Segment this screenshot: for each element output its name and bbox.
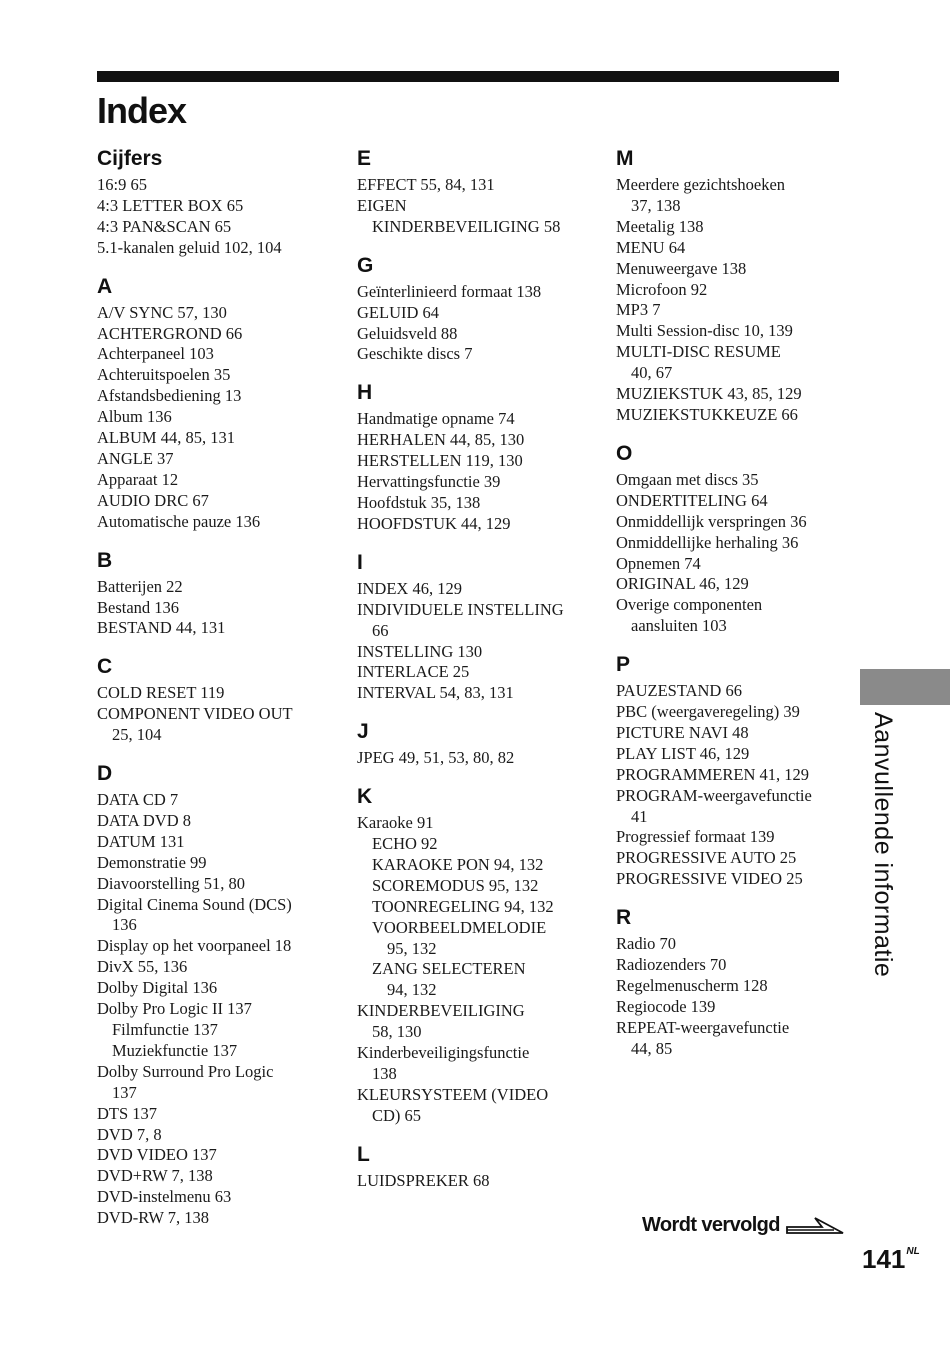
index-entry: INDIVIDUELE INSTELLING xyxy=(357,599,564,619)
section-heading: J xyxy=(357,720,369,744)
index-entry: Achteruitspoelen 35 xyxy=(97,365,231,385)
section-heading: D xyxy=(97,762,113,786)
index-entry: LUIDSPREKER 68 xyxy=(357,1170,490,1190)
index-entry: Automatische pauze 136 xyxy=(97,511,261,531)
index-entry: Diavoorstelling 51, 80 xyxy=(97,873,246,893)
index-entry: Radio 70 xyxy=(616,934,677,954)
continued-label: Wordt vervolgd xyxy=(642,1214,780,1236)
index-entry: Meetalig 138 xyxy=(616,216,704,236)
index-section xyxy=(357,783,597,1127)
index-entry: KLEURSYSTEEM (VIDEO xyxy=(357,1084,549,1104)
index-entry: INTERLACE 25 xyxy=(357,662,470,682)
index-entry: Digital Cinema Sound (DCS) xyxy=(97,894,292,914)
section-heading: K xyxy=(357,785,373,809)
index-entry: JPEG 49, 51, 53, 80, 82 xyxy=(357,748,515,768)
index-entry: DATA DVD 8 xyxy=(97,810,192,830)
index-entry: MP3 7 xyxy=(616,300,661,320)
index-entry: Microfoon 92 xyxy=(616,279,708,299)
index-subentry: KINDERBEVEILIGING 58 xyxy=(372,216,561,236)
section-heading: B xyxy=(97,548,113,572)
index-entry: ALBUM 44, 85, 131 xyxy=(97,428,235,448)
index-entry: Progressief formaat 139 xyxy=(616,827,775,847)
page-number xyxy=(862,1244,920,1275)
index-section xyxy=(357,145,597,238)
index-entry: 16:9 65 xyxy=(97,175,147,194)
index-entry: Afstandsbediening 13 xyxy=(97,386,242,406)
section-heading: E xyxy=(357,147,372,170)
index-entry: PROGRESSIVE VIDEO 25 xyxy=(616,869,803,889)
index-entry: MULTI-DISC RESUME xyxy=(616,342,781,362)
index-entry: Handmatige opname 74 xyxy=(357,409,515,429)
index-entry: Dolby Surround Pro Logic xyxy=(97,1061,274,1081)
index-entry: PICTURE NAVI 48 xyxy=(616,722,749,742)
index-subentry: 25, 104 xyxy=(112,725,162,745)
index-section xyxy=(97,653,337,746)
index-entry: Geluidsveld 88 xyxy=(357,323,458,343)
index-entry: DATUM 131 xyxy=(97,831,185,851)
index-entry: Bestand 136 xyxy=(97,597,180,617)
index-entry: MUZIEKSTUKKEUZE 66 xyxy=(616,404,798,424)
index-entry: INSTELLING 130 xyxy=(357,641,483,661)
index-entry: Achterpaneel 103 xyxy=(97,344,214,364)
index-entry: 4:3 LETTER BOX 65 xyxy=(97,195,244,215)
index-entry: Apparaat 12 xyxy=(97,469,179,489)
index-entry: Dolby Pro Logic II 137 xyxy=(97,999,252,1019)
index-entry: DVD+RW 7, 138 xyxy=(97,1166,213,1186)
index-entry: Omgaan met discs 35 xyxy=(616,469,759,489)
index-entry: HOOFDSTUK 44, 129 xyxy=(357,513,511,533)
index-subentry: 41 xyxy=(631,806,648,826)
index-entry: ORIGINAL 46, 129 xyxy=(616,574,749,594)
index-subentry: 136 xyxy=(112,915,137,935)
index-entry: 5.1-kanalen geluid 102, 104 xyxy=(97,237,282,257)
index-subentry: Filmfunctie 137 xyxy=(112,1020,218,1039)
side-tab xyxy=(860,669,950,705)
section-heading: P xyxy=(616,653,631,677)
index-entry: DTS 137 xyxy=(97,1103,158,1123)
index-section xyxy=(357,379,597,534)
index-entry: INTERVAL 54, 83, 131 xyxy=(357,683,514,703)
index-column-3 xyxy=(616,145,846,1074)
index-section xyxy=(616,651,846,890)
section-heading: A xyxy=(97,274,113,298)
index-entry: DATA CD 7 xyxy=(97,790,179,810)
index-section xyxy=(97,760,337,1229)
index-subentry: CD) 65 xyxy=(372,1105,422,1125)
page-number-value: 141 xyxy=(862,1244,906,1274)
side-tab-label: Aanvullende informatie xyxy=(869,712,897,978)
section-heading: C xyxy=(97,655,113,679)
index-entry: PROGRESSIVE AUTO 25 xyxy=(616,848,797,868)
index-entry: Demonstratie 99 xyxy=(97,852,207,872)
index-entry: DVD-RW 7, 138 xyxy=(97,1208,209,1228)
index-subentry: 40, 67 xyxy=(631,363,673,383)
index-subentry: 94, 132 xyxy=(387,980,437,1000)
index-entry: Hervattingsfunctie 39 xyxy=(357,472,501,492)
index-entry: MENU 64 xyxy=(616,237,686,257)
index-subentry: SCOREMODUS 95, 132 xyxy=(372,875,539,895)
index-entry: Onmiddellijk verspringen 36 xyxy=(616,511,807,531)
section-heading: I xyxy=(357,550,363,574)
continued-arrow-icon xyxy=(786,1215,844,1237)
index-entry: DVD 7, 8 xyxy=(97,1124,162,1144)
index-subentry: VOORBEELDMELODIE xyxy=(372,917,547,937)
index-entry: COLD RESET 119 xyxy=(97,683,225,703)
index-subentry: KARAOKE PON 94, 132 xyxy=(372,854,544,874)
index-entry: Multi Session-disc 10, 139 xyxy=(616,321,793,341)
index-entry: Regiocode 139 xyxy=(616,996,716,1016)
index-entry: HERSTELLEN 119, 130 xyxy=(357,451,523,471)
index-subentry: ECHO 92 xyxy=(372,834,438,854)
index-subentry: Muziekfunctie 137 xyxy=(112,1040,238,1060)
index-entry: MUZIEKSTUK 43, 85, 129 xyxy=(616,384,802,404)
index-entry: BESTAND 44, 131 xyxy=(97,618,226,638)
index-section xyxy=(97,145,337,259)
section-heading: H xyxy=(357,381,373,405)
index-entry: AUDIO DRC 67 xyxy=(97,490,209,510)
section-heading: M xyxy=(616,147,634,170)
index-entry: PROGRAM-weergavefunctie xyxy=(616,785,812,805)
index-entry: GELUID 64 xyxy=(357,302,440,322)
top-rule xyxy=(97,71,839,82)
index-entry: COMPONENT VIDEO OUT xyxy=(97,704,293,724)
index-entry: Meerdere gezichtshoeken xyxy=(616,175,786,194)
index-entry: PLAY LIST 46, 129 xyxy=(616,743,750,763)
index-entry: Onmiddellijke herhaling 36 xyxy=(616,532,799,552)
index-entry: Geïnterlinieerd formaat 138 xyxy=(357,281,542,301)
index-subentry: 137 xyxy=(112,1082,137,1102)
index-entry: REPEAT-weergavefunctie xyxy=(616,1017,790,1037)
page-number-suffix: NL xyxy=(906,1246,920,1257)
index-subentry: aansluiten 103 xyxy=(631,616,727,636)
index-subentry: 138 xyxy=(372,1064,397,1083)
index-section xyxy=(357,1141,597,1192)
index-entry: EIGEN xyxy=(357,195,407,215)
index-entry: Overige componenten xyxy=(616,595,763,615)
index-entry: 4:3 PAN&SCAN 65 xyxy=(97,216,232,236)
index-entry: PBC (weergaveregeling) 39 xyxy=(616,702,800,722)
index-entry: Radiozenders 70 xyxy=(616,955,727,975)
index-subentry: ZANG SELECTEREN xyxy=(372,959,526,979)
index-entry: HERHALEN 44, 85, 130 xyxy=(357,430,525,450)
index-entry: DVD-instelmenu 63 xyxy=(97,1187,232,1207)
section-heading: O xyxy=(616,441,633,465)
index-entry: INDEX 46, 129 xyxy=(357,578,462,598)
section-heading: L xyxy=(357,1142,370,1166)
index-entry: Hoofdstuk 35, 138 xyxy=(357,492,481,512)
index-section xyxy=(357,252,597,366)
index-section xyxy=(616,145,846,426)
index-subentry: 95, 132 xyxy=(387,938,437,958)
index-subentry: TOONREGELING 94, 132 xyxy=(372,896,554,916)
index-entry: Album 136 xyxy=(97,407,172,427)
index-subentry: 44, 85 xyxy=(631,1038,673,1058)
index-section xyxy=(616,904,846,1059)
section-heading: Cijfers xyxy=(97,147,163,170)
index-column-2 xyxy=(357,145,597,1206)
index-entry: ONDERTITELING 64 xyxy=(616,490,768,510)
page-title: Index xyxy=(97,90,187,131)
index-section xyxy=(97,547,337,640)
index-entry: Batterijen 22 xyxy=(97,576,183,596)
index-entry: DivX 55, 136 xyxy=(97,957,188,977)
index-section xyxy=(616,440,846,637)
index-entry: PROGRAMMEREN 41, 129 xyxy=(616,764,809,784)
index-entry: A/V SYNC 57, 130 xyxy=(97,302,227,322)
index-entry: EFFECT 55, 84, 131 xyxy=(357,175,495,194)
index-entry: Display op het voorpaneel 18 xyxy=(97,936,292,956)
index-entry: Geschikte discs 7 xyxy=(357,344,473,364)
index-entry: Opnemen 74 xyxy=(616,553,701,573)
section-heading: R xyxy=(616,906,632,930)
index-entry: PAUZESTAND 66 xyxy=(616,681,742,701)
section-heading: G xyxy=(357,253,374,277)
index-entry: Kinderbeveiligingsfunctie xyxy=(357,1043,530,1063)
index-entry: ANGLE 37 xyxy=(97,448,174,468)
index-entry: KINDERBEVEILIGING xyxy=(357,1001,525,1021)
index-entry: DVD VIDEO 137 xyxy=(97,1145,217,1165)
index-entry: Regelmenuscherm 128 xyxy=(616,976,768,995)
index-entry: ACHTERGROND 66 xyxy=(97,323,243,343)
index-entry: Karaoke 91 xyxy=(357,813,434,833)
index-entry: Dolby Digital 136 xyxy=(97,978,218,998)
index-subentry: 37, 138 xyxy=(631,195,681,215)
continued-indicator xyxy=(642,1214,844,1237)
index-section xyxy=(357,549,597,704)
index-entry: Menuweergave 138 xyxy=(616,258,747,278)
index-section xyxy=(97,273,337,533)
index-section xyxy=(357,718,597,769)
index-subentry: 58, 130 xyxy=(372,1022,422,1042)
index-subentry: 66 xyxy=(372,620,389,640)
index-column-1 xyxy=(97,145,337,1243)
